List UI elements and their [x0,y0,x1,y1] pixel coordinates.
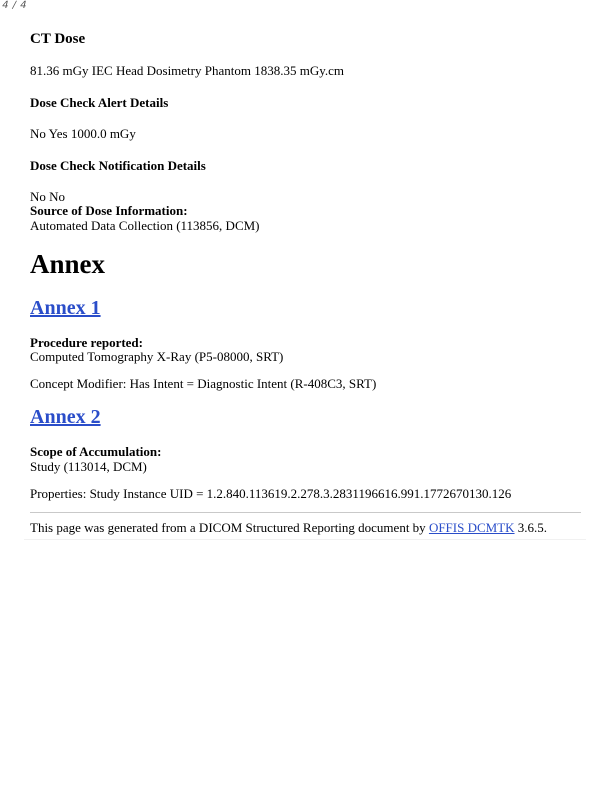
ct-dose-value: 81.36 mGy IEC Head Dosimetry Phantom 1838.35 mGy.cm [30,63,345,78]
scope-value: Study (113014, DCM) [30,459,147,474]
offis-dcmtk-link[interactable]: OFFIS DCMTK [428,520,515,535]
annex-1-link[interactable]: Annex 1 [30,297,101,319]
procedure-label: Procedure reported: [30,335,143,350]
alert-details-heading: Dose Check Alert Details [30,95,169,110]
alert-details-value: No Yes 1000.0 mGy [30,126,136,141]
scope-label: Scope of Accumulation: [30,444,162,459]
footer-prefix: This page was generated from a DICOM Structured Reporting document by [30,520,429,535]
procedure-value: Computed Tomography X-Ray (P5-08000, SRT) [30,349,284,364]
concept-modifier: Concept Modifier: Has Intent = Diagnostic Intent (R-408C3, SRT) [30,376,377,391]
notification-details-heading: Dose Check Notification Details [30,158,206,173]
page-number: 4 / 4 [0,0,29,11]
footer-suffix: 3.6.5. [514,520,548,535]
study-properties: Properties: Study Instance UID = 1.2.840.113619.2.278.3.2831196616.991.1772670130.126 [30,486,512,501]
footer-divider [30,512,581,513]
annex-2-link[interactable]: Annex 2 [30,406,101,428]
source-value: Automated Data Collection (113856, DCM) [30,218,260,233]
footer-text [30,520,547,536]
source-heading: Source of Dose Information: [30,203,188,218]
ct-dose-heading: CT Dose [30,31,86,47]
notification-details-value: No No [30,189,66,204]
footer-bottom-line [24,539,586,540]
annex-title: Annex [30,249,106,279]
